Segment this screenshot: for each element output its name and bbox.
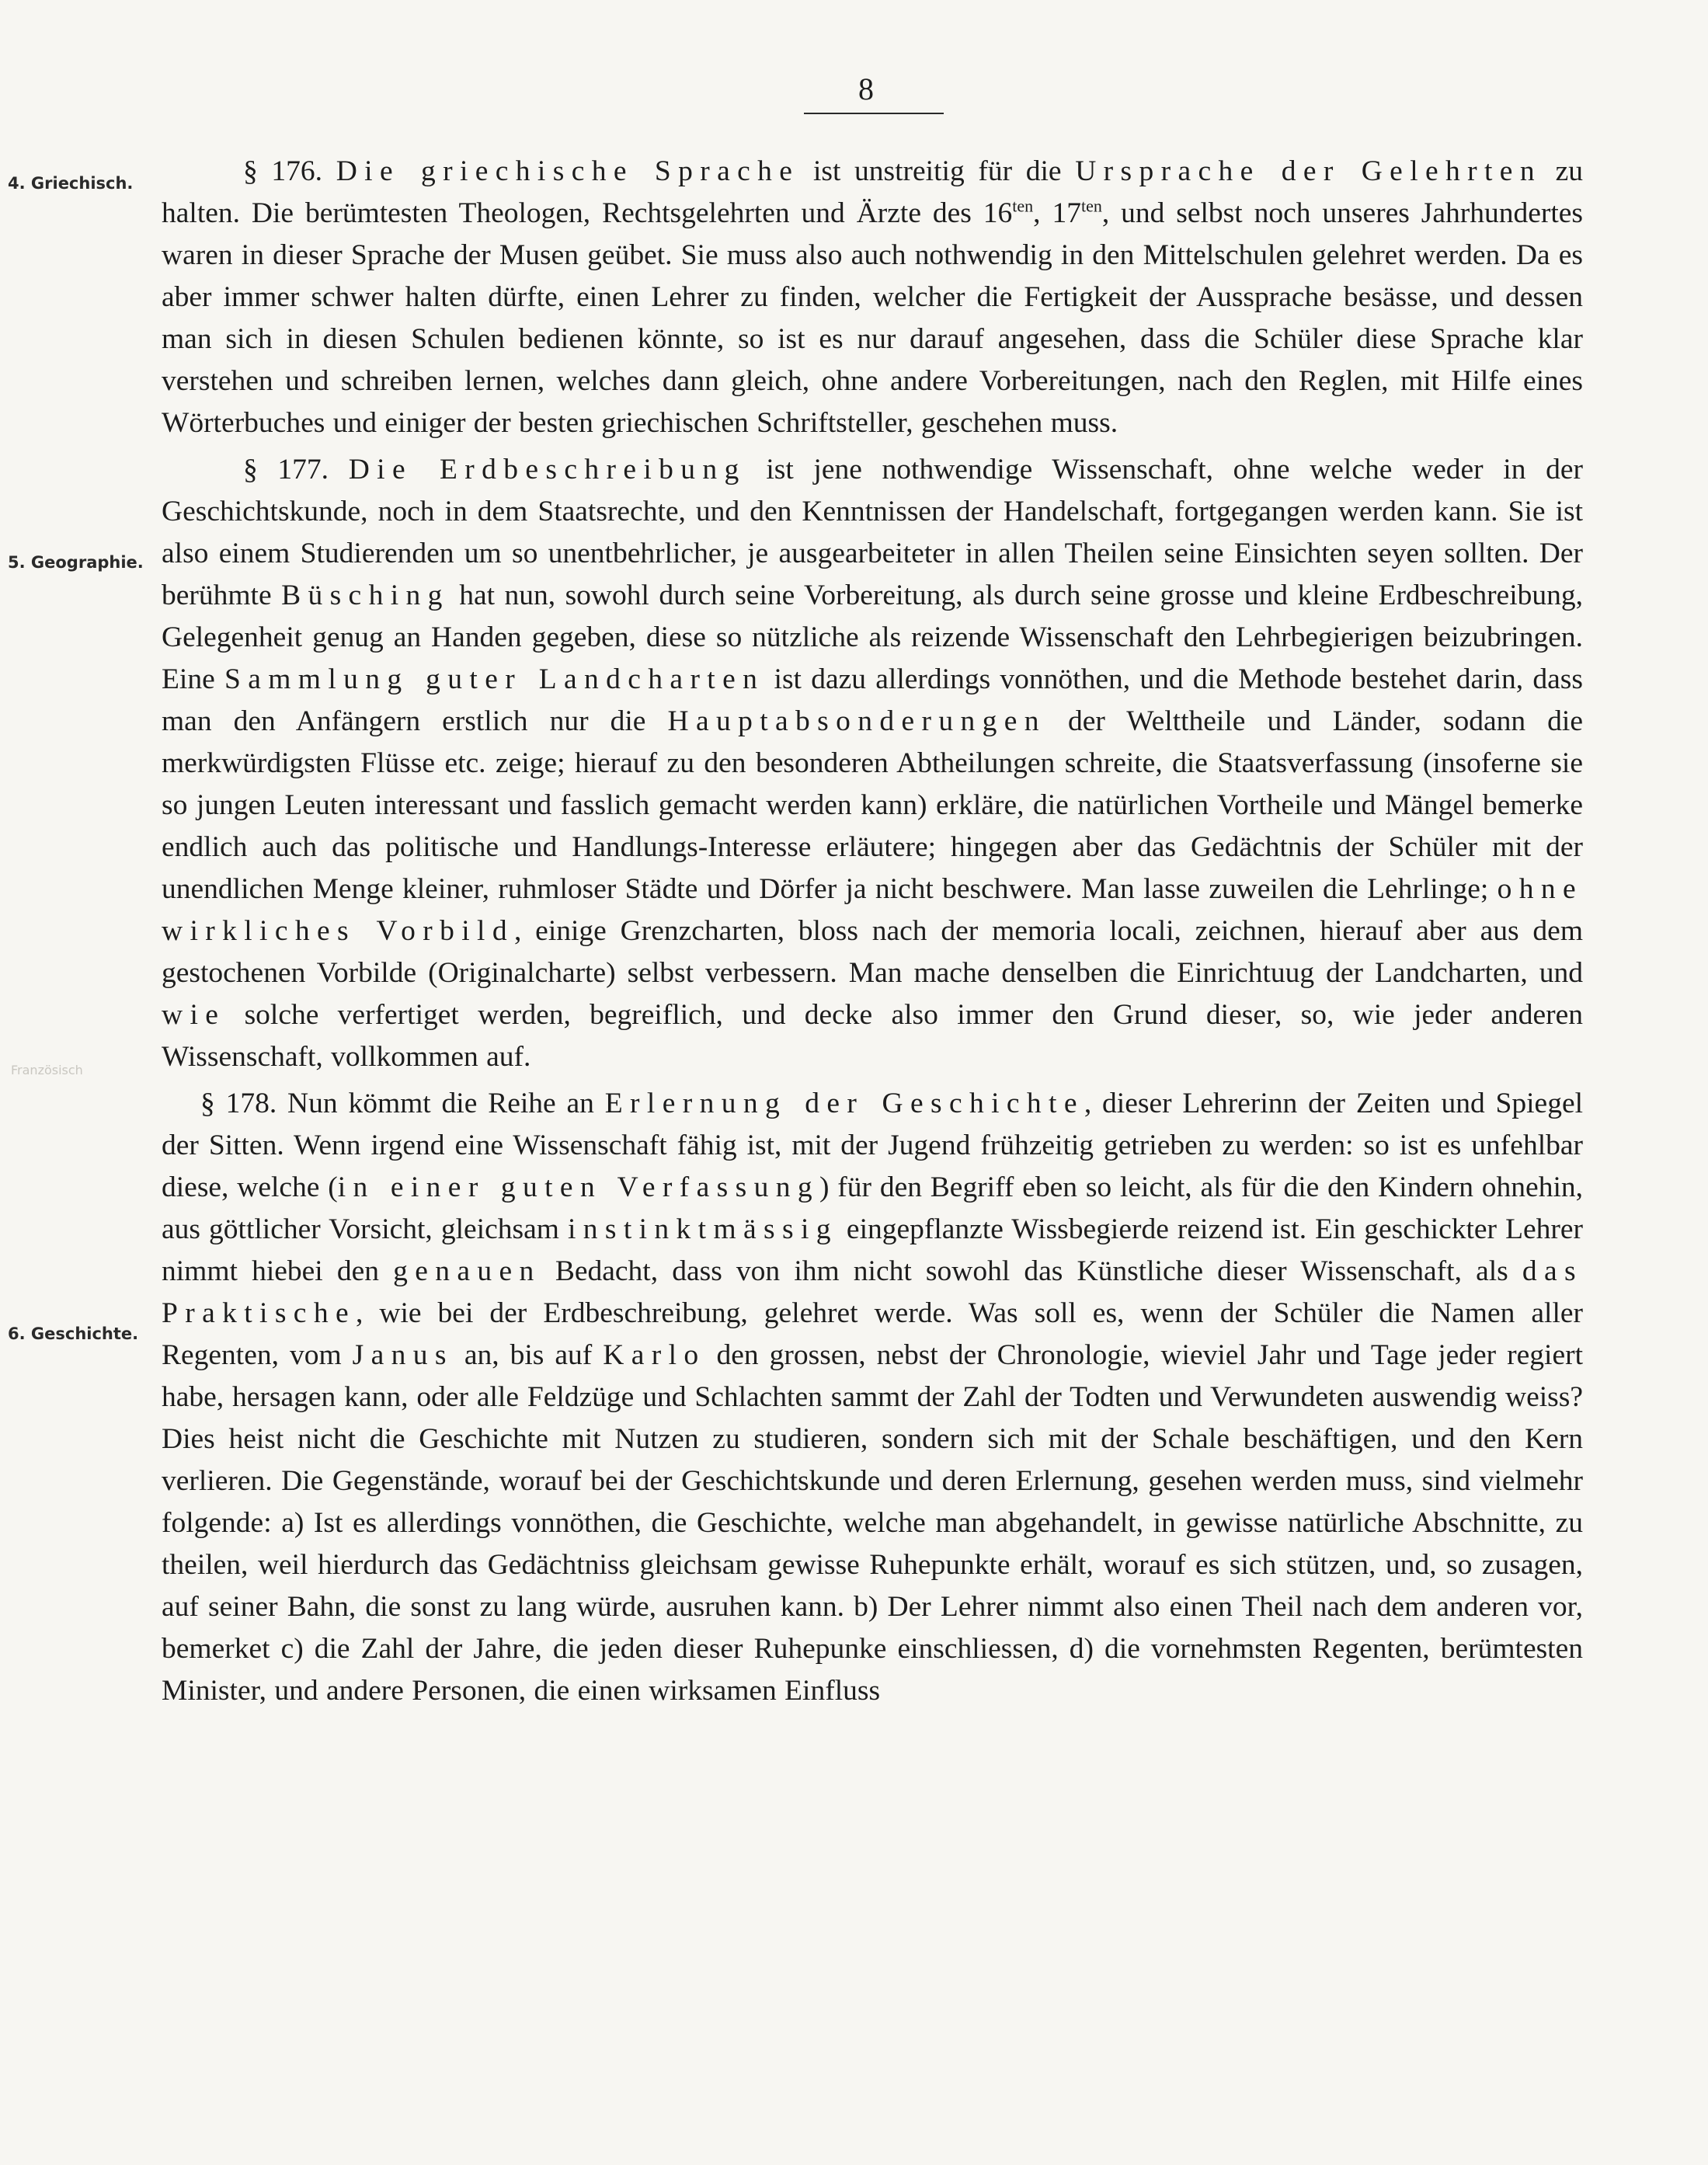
- body-segment: ist dazu allerdings vonnöthen, und die Methode bestehet darin, dass man den Anfängern erstlich nur die: [162, 663, 1583, 737]
- body-segment: hat nun, sowohl durch seine Vorbereitung, als durch seine grosse und kleine Erdbeschreibung, Gelegenheit genug an Handen gegeben, diese so nützliche als reizende Wissenschaft den Lehrbegierigen beizubringen. Eine: [162, 580, 1583, 695]
- body-segment: eingepflanzte Wissbegierde reizend ist. Ein geschickter Lehrer nimmt hiebei den: [162, 1213, 1583, 1287]
- body-segment: , einige Grenzcharten, bloss nach der memoria locali, zeichnen, hierauf aber aus dem gestochenen Vorbilde (Originalcharte) selbst verbessern. Man mache denselben die Einrichtuug der Landcharten, und: [162, 915, 1583, 989]
- superscript: ten: [1012, 196, 1034, 216]
- body-segment: ) für den Begriff eben so leicht, als für die den Kindern ohnehin, aus göttlicher Vorsicht, gleichsam: [162, 1171, 1583, 1245]
- paragraph-177: [162, 449, 1583, 1078]
- body-segment: Bedacht, dass von ihm nicht sowohl das Künstliche dieser Wissenschaft, als: [541, 1255, 1522, 1287]
- page-number-rule: [804, 113, 944, 114]
- body-segment: der Welttheile und Länder, sodann die merkwürdigsten Flüsse etc. zeige; hierauf zu den besonderen Abtheilungen schreite, die Staatsverfassung (insoferne sie so jungen Leuten interessant und fasslich gemacht werden kann) erkläre, die natürlichen Vortheile und Mängel bemerke endlich auch das politische und Handlungs-Interesse erläutere; hingegen aber das Gedächtnis der Schüler mit der unendlichen Menge kleiner, ruhmloser Städte und Dörfer ja nicht beschwere. Man lasse zuweilen die Lehrlinge;: [162, 705, 1583, 905]
- emphasis-text: in einer guten Verfassung: [337, 1171, 819, 1203]
- emphasis-text: wie: [162, 999, 226, 1031]
- body-segment: ist jene nothwendige Wissenschaft, ohne welche weder in der Geschichtskunde, noch in dem Staatsrechte, und den Kenntnissen der Handelschaft, fortgegangen werden kann. Sie ist also einem Studierenden um so unentbehrlicher, je ausgearbeiteter in allen Theilen seine Einsichten seyen sollten. Der berühmte: [162, 454, 1583, 611]
- emphasis-text: Büsching: [281, 580, 450, 611]
- emphasis-text: Erlernung der Geschichte: [604, 1088, 1084, 1119]
- body-segment: solche verfertiget werden, begreiflich, und decke also immer den Grund dieser, so, wie jeder anderen Wissenschaft, vollkommen auf.: [162, 999, 1583, 1073]
- body-segment: , wie bei der Erdbeschreibung, gelehret werde. Was soll es, wenn der Schüler die Namen aller Regenten, vom: [162, 1297, 1583, 1371]
- emphasis-text: ohne wirkliches Vorbild: [162, 873, 1583, 947]
- body-segment: an, bis auf: [453, 1339, 604, 1371]
- paragraph-176: [162, 151, 1583, 444]
- margin-note-geschichte: 6. Geschichte.: [8, 1324, 139, 1343]
- emphasis-text: Sammlung guter Landcharten: [224, 663, 765, 695]
- emphasis-text: Karlo: [603, 1339, 706, 1371]
- bleedthrough-text: Französisch: [11, 1063, 83, 1077]
- body-segment: , 17: [1033, 197, 1081, 229]
- emphasis-text: instinktmässig: [567, 1213, 838, 1245]
- section-mark: § 177.: [243, 454, 329, 486]
- section-mark: § 178.: [200, 1088, 277, 1119]
- body-segment: zu halten. Die berümtesten Theologen, Rechtsgelehrten und Ärzte des 16: [162, 155, 1584, 229]
- emphasis-text: Janus: [352, 1339, 454, 1371]
- page-number: 8: [858, 71, 874, 106]
- body-segment: , und selbst noch unseres Jahrhundertes waren in dieser Sprache der Musen geübet. Sie muss also auch nothwendig in den Mittelschulen gelehret werden. Da es aber immer schwer halten dürfte, einen Lehrer zu finden, welcher die Fertigkeit der Aussprache besässe, und dessen man sich in diesen Schulen bedienen könnte, so ist es nur darauf angesehen, dass die Schüler diese Sprache klar verstehen und schreiben lernen, welches dann gleich, ohne andere Vorbereitungen, nach den Reglen, mit Hilfe eines Wörterbuches und einiger der besten griechischen Schriftsteller, geschehen muss.: [162, 197, 1584, 439]
- body-segment: ist unstreitig für die: [799, 155, 1076, 187]
- margin-note-geographie: 5. Geographie.: [8, 553, 144, 572]
- emphasis-text: Die Erdbeschreibung: [348, 454, 746, 486]
- paragraph-178: [162, 1083, 1583, 1712]
- emphasis-text: Die griechische Sprache: [336, 155, 800, 187]
- body-text: [162, 151, 1583, 1717]
- body-segment: Nun kömmt die Reihe an: [277, 1088, 605, 1119]
- margin-note-griechisch: 4. Griechisch.: [8, 174, 134, 193]
- emphasis-text: Hauptabsonderungen: [667, 705, 1046, 737]
- emphasis-text: das Praktische: [162, 1255, 1584, 1329]
- emphasis-text: genauen: [393, 1255, 541, 1287]
- body-segment: , dieser Lehrerinn der Zeiten und Spiegel der Sitten. Wenn irgend eine Wissenschaft fähig ist, mit der Jugend frühzeitig getrieben zu werden: so ist es unfehlbar diese, welche (: [162, 1088, 1584, 1203]
- section-mark: § 176.: [243, 155, 323, 187]
- superscript: ten: [1080, 196, 1102, 216]
- body-segment: den grossen, nebst der Chronologie, wieviel Jahr und Tage jeder regiert habe, hersagen kann, oder alle Feldzüge und Schlachten sammt der Zahl der Todten und Verwundeten auswendig weiss? Dies heist nicht die Geschichte mit Nutzen zu studieren, sondern sich mit der Schale beschäftigen, und den Kern verlieren. Die Gegenstände, worauf bei der Geschichtskunde und deren Erlernung, gesehen werden muss, sind vielmehr folgende: a) Ist es allerdings vonnöthen, die Geschichte, welche man abgehandelt, in gewisse natürliche Abschnitte, zu theilen, weil hierdurch das Gedächtniss gleichsam gewisse Ruhepunkte erhält, worauf es sich stützen, und, so zusagen, auf seiner Bahn, die sonst zu lang würde, ausruhen kann. b) Der Lehrer nimmt also einen Theil nach dem anderen vor, bemerket c) die Zahl der Jahre, die jeden dieser Ruhepunke einschliessen, d) die vornehmsten Regenten, berümtesten Minister, und andere Personen, die einen wirksamen Einfluss: [162, 1339, 1583, 1707]
- emphasis-text: Ursprache der Gelehrten: [1075, 155, 1542, 187]
